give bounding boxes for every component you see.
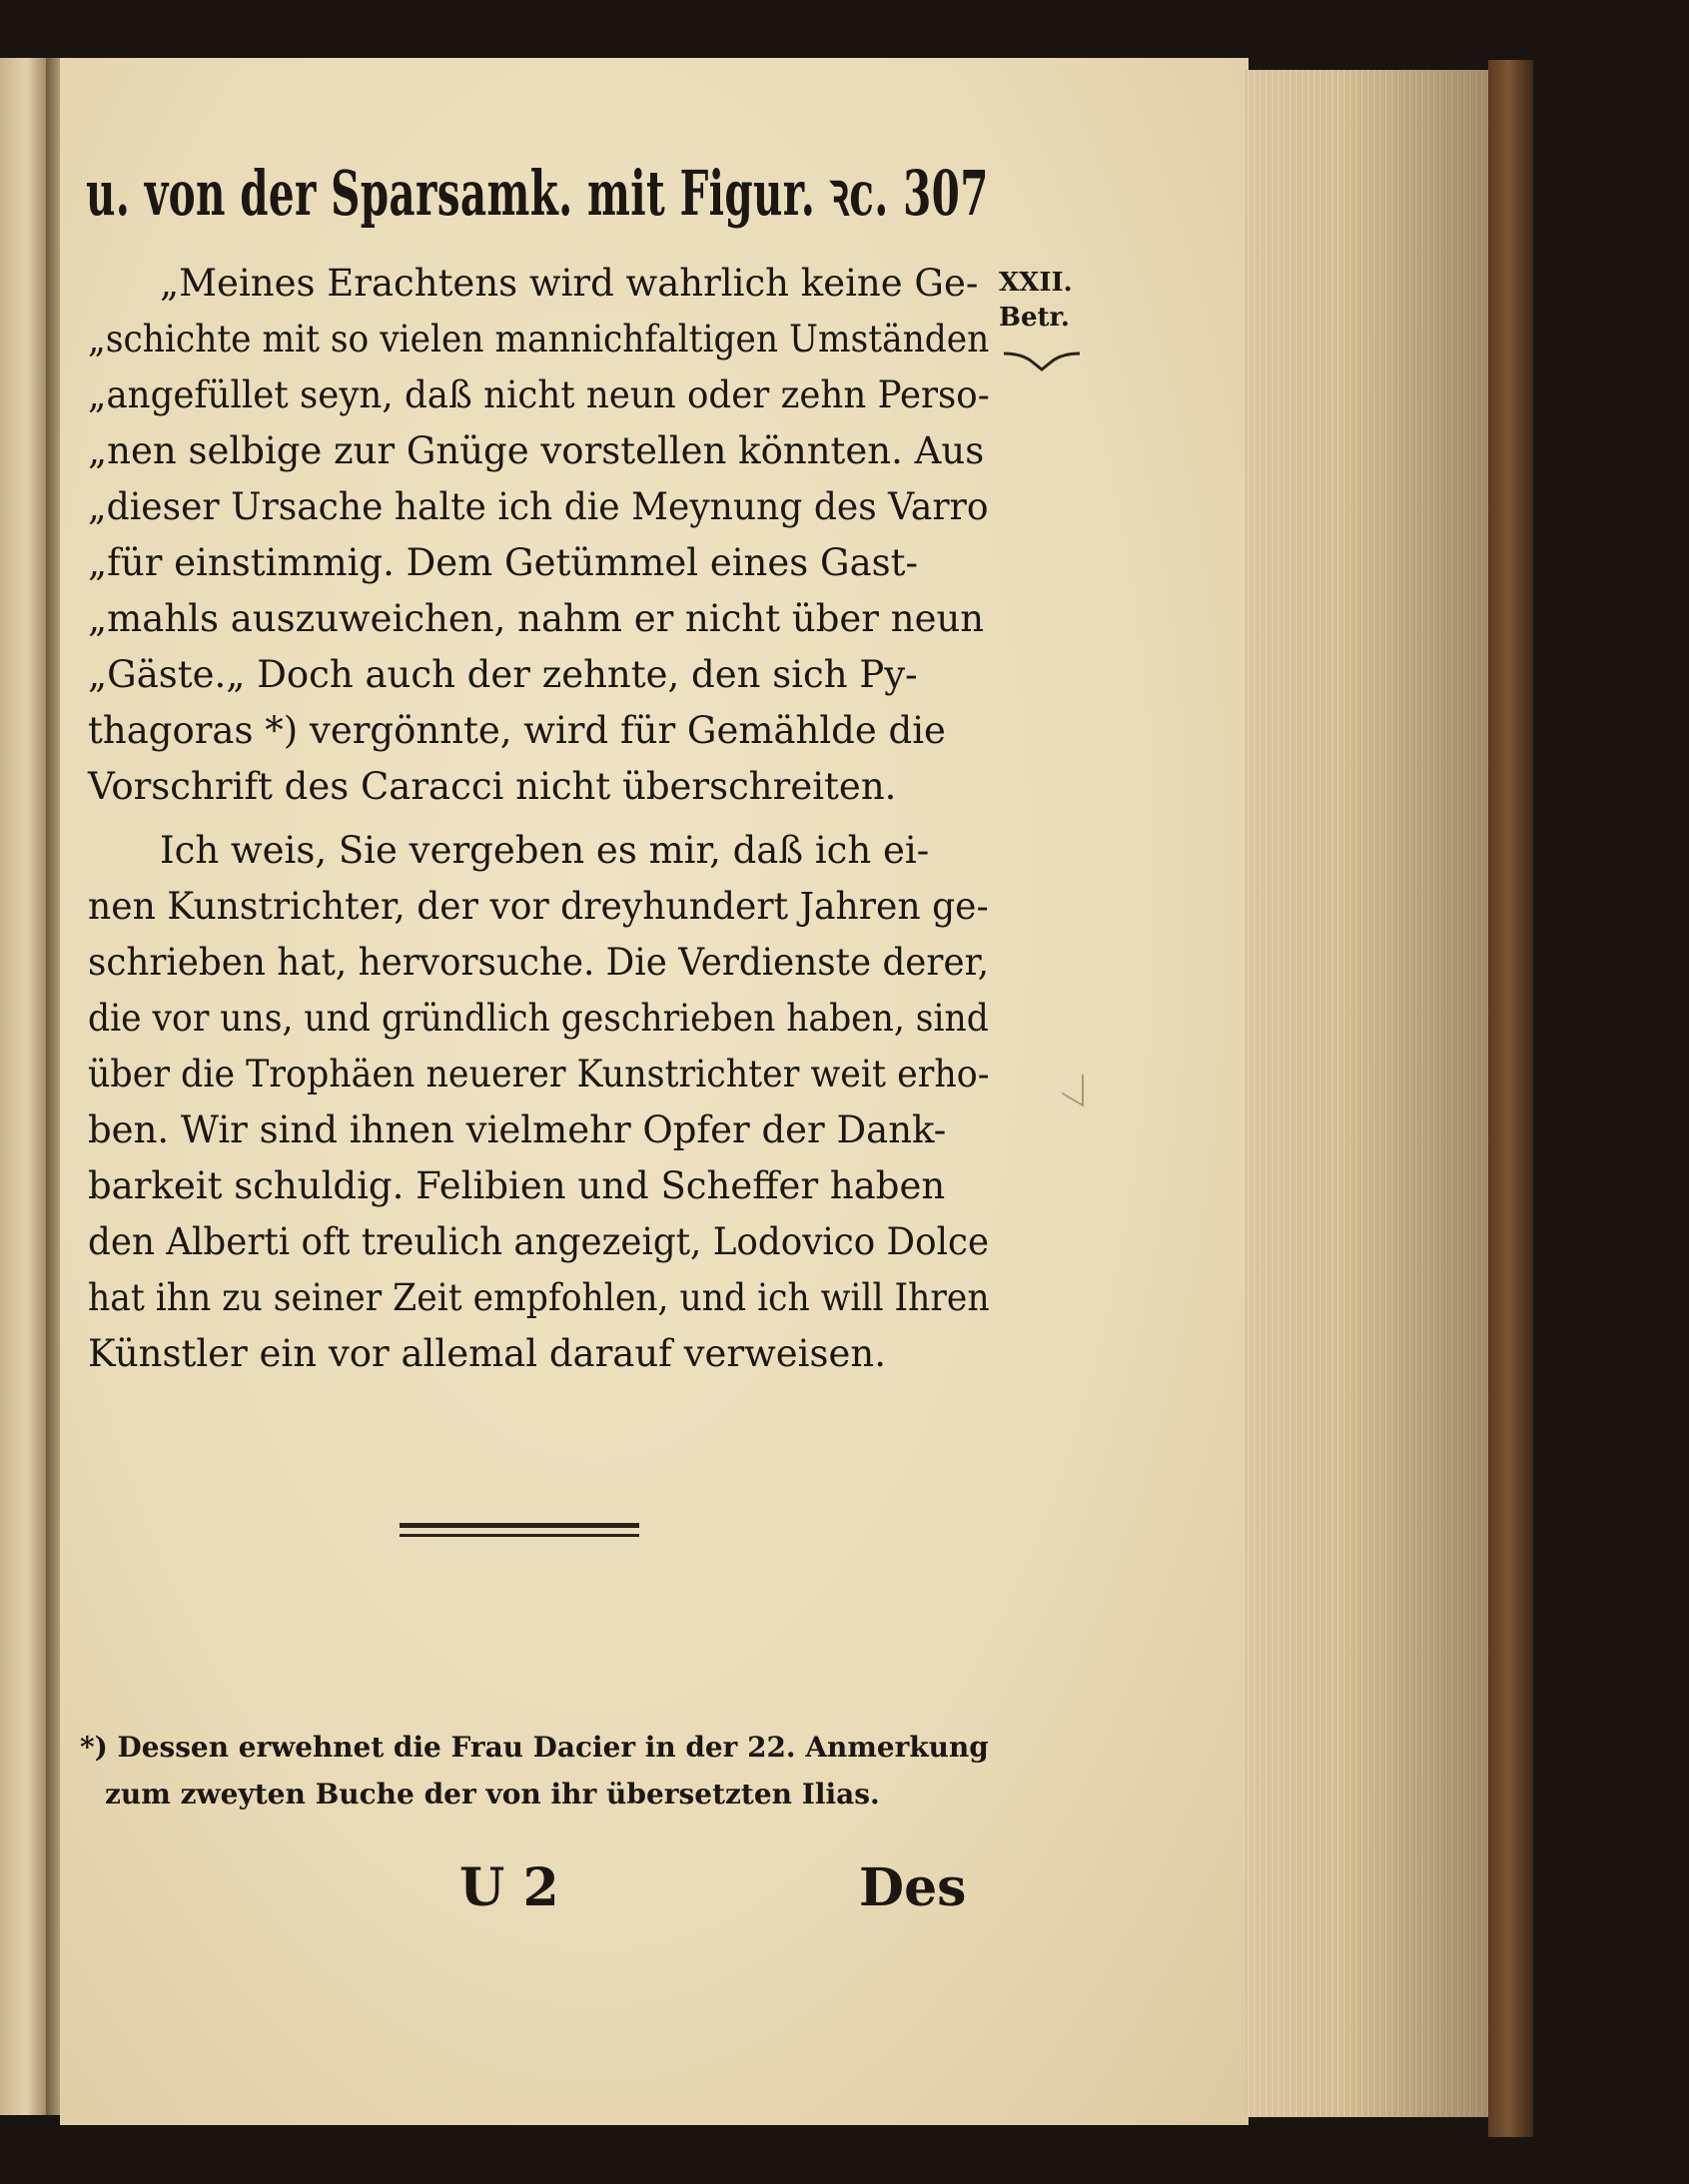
text-line: Künstler ein vor allemal darauf verweisen. [88,1332,886,1375]
text-line: den Alberti oft treulich angezeigt, Lodovico Dolce [88,1220,990,1263]
text-line: „angefüllet seyn, daß nicht neun oder zehn Perso- [88,373,990,416]
book-cover-edge [1488,60,1533,2137]
signature-mark: U 2 [459,1857,559,1918]
section-divider [400,1523,639,1537]
text-line: „dieser Ursache halte ich die Meynung des Varro [88,485,989,528]
margin-brace-icon [1002,350,1082,371]
footnote-line: *) Dessen erwehnet die Frau Dacier in der 22. Anmerkung [80,1731,989,1764]
text-line: die vor uns, und gründlich geschrieben haben, sind [88,997,989,1040]
catchword: Des [859,1857,967,1918]
text-line: ben. Wir sind ihnen vielmehr Opfer der Dank- [88,1108,947,1151]
text-line: nen Kunstrichter, der vor dreyhundert Jahren ge- [88,885,989,928]
footnote-line: zum zweyten Buche der von ihr übersetzten Ilias. [105,1778,880,1811]
text-line: schrieben hat, hervorsuche. Die Verdienste derer, [88,941,990,984]
page-edges-shade [1245,70,1494,2117]
text-line: „nen selbige zur Gnüge vorstellen könnten. Aus [88,429,985,472]
text-line: über die Trophäen neuerer Kunstrichter weit erho- [88,1053,990,1095]
text-line: „schichte mit so vielen mannichfaltigen Umständen [88,318,990,361]
text-line: „Gäste.„ Doch auch der zehnte, den sich Py- [88,653,918,696]
text-line: thagoras *) vergönnte, wird für Gemählde die [88,709,946,752]
text-line: „mahls auszuweichen, nahm er nicht über neun [88,597,985,640]
left-page-edge [0,58,48,2115]
text-line: hat ihn zu seiner Zeit empfohlen, und ich will Ihren [88,1276,990,1319]
text-line: „Meines Erachtens wird wahrlich keine Ge- [160,262,979,305]
text-line: „für einstimmig. Dem Getümmel eines Gast- [88,541,919,584]
text-line: Vorschrift des Caracci nicht überschreiten. [88,765,897,808]
margin-note-label: Betr. [999,303,1070,333]
text-line: Ich weis, Sie vergeben es mir, daß ich ei- [160,829,930,872]
running-header: u. von der Sparsamk. mit Figur. ꝛc. 307 [86,157,989,230]
text-line: barkeit schuldig. Felibien und Scheffer haben [88,1164,946,1207]
margin-note-number: XXII. [999,268,1073,298]
